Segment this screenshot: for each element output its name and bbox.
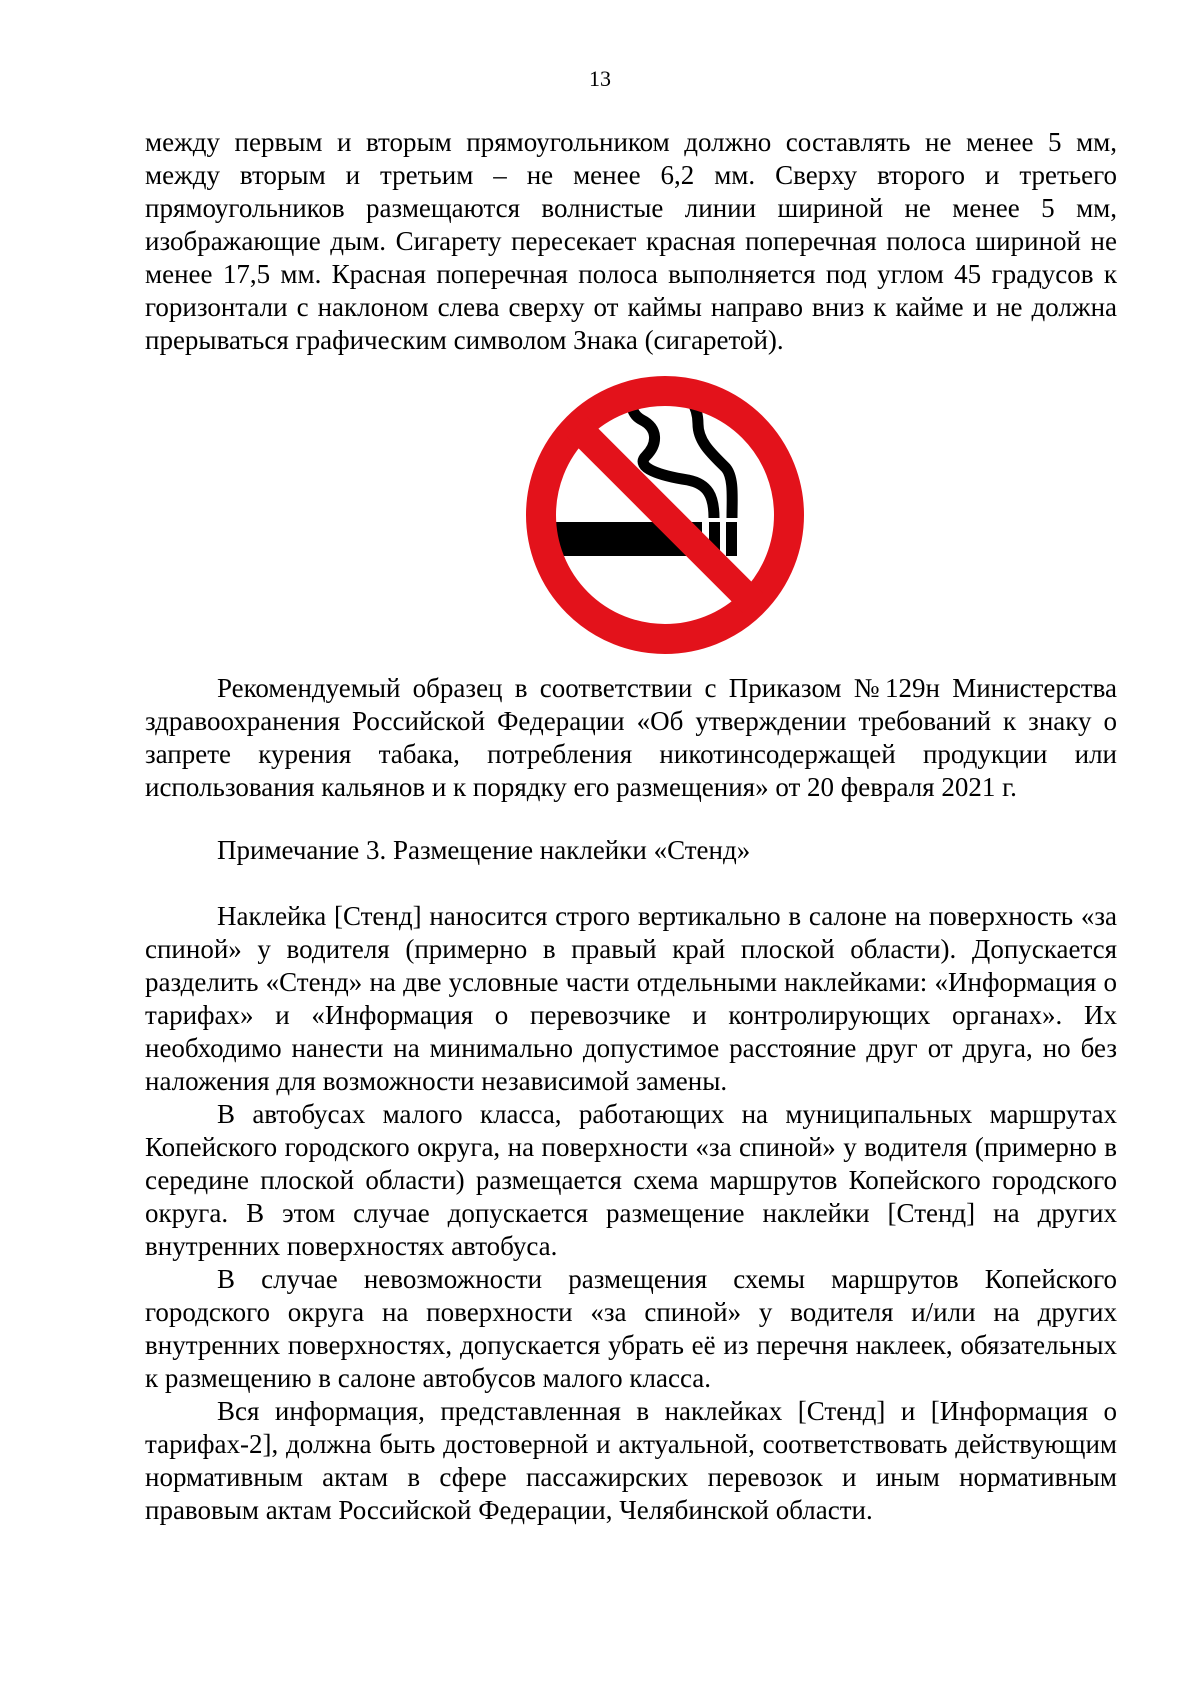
body-paragraph: В случае невозможности размещения схемы маршрутов Копейского городского округа на поверхности «за спиной» у водителя и/или на других внутренних поверхностях, допускается убрать её из перечня наклеек, обязательных к размещению в салоне автобусов малого класса. bbox=[145, 1264, 1117, 1393]
note-section bbox=[145, 834, 1117, 867]
body-paragraph: Вся информация, представленная в наклейках [Стенд] и [Информация о тарифах-2], должна быть достоверной и актуальной, соответствовать действующим нормативным актам в сфере пассажирских перевозок и иным нормативным правовым актам Российской Федерации, Челябинской области. bbox=[145, 1396, 1117, 1525]
intro-section bbox=[145, 126, 1117, 357]
sign-caption-section bbox=[145, 672, 1117, 804]
no-smoking-sign bbox=[522, 372, 808, 658]
body-paragraph: Наклейка [Стенд] наносится строго вертикально в салоне на поверхность «за спиной» у водителя (примерно в правый край плоской области). Допускается разделить «Стенд» на две условные части отдельными наклейками: «Информация о тарифах» и «Информация о перевозчике и контролирующих органах». Их необходимо нанести на минимально допустимое расстояние друг от друга, но без наложения для возможности независимой замены. bbox=[145, 901, 1117, 1096]
sign-caption: Рекомендуемый образец в соответствии с Приказом №129н Министерства здравоохранения Российской Федерации «Об утверждении требований к знаку о запрете курения табака, потребления никотинсодержащей продукции или использования кальянов и к порядку его размещения» от 20 февраля 2021 г. bbox=[145, 673, 1117, 802]
page-number: 13 bbox=[589, 66, 611, 91]
cigarette-filter-bar-2 bbox=[726, 522, 737, 556]
body-section bbox=[145, 900, 1117, 1527]
no-smoking-icon bbox=[522, 372, 808, 658]
intro-paragraph: между первым и вторым прямоугольником должно составлять не менее 5 мм, между вторым и третьим – не менее 6,2 мм. Сверху второго и третьего прямоугольников размещаются волнистые линии шириной не менее 5 мм, изображающие дым. Сигарету пересекает красная поперечная полоса шириной не менее 17,5 мм. Красная поперечная полоса выполняется под углом 45 градусов к горизонтали с наклоном слева сверху от каймы направо вниз к кайме и не должна прерываться графическим символом Знака (сигаретой). bbox=[145, 127, 1117, 355]
note-heading: Примечание 3. Размещение наклейки «Стенд» bbox=[217, 835, 751, 865]
body-paragraph: В автобусах малого класса, работающих на муниципальных маршрутах Копейского городского округа, на поверхности «за спиной» у водителя (примерно в середине плоской области) размещается схема маршрутов Копейского городского округа. В этом случае допускается размещение наклейки [Стенд] на других внутренних поверхностях автобуса. bbox=[145, 1099, 1117, 1261]
